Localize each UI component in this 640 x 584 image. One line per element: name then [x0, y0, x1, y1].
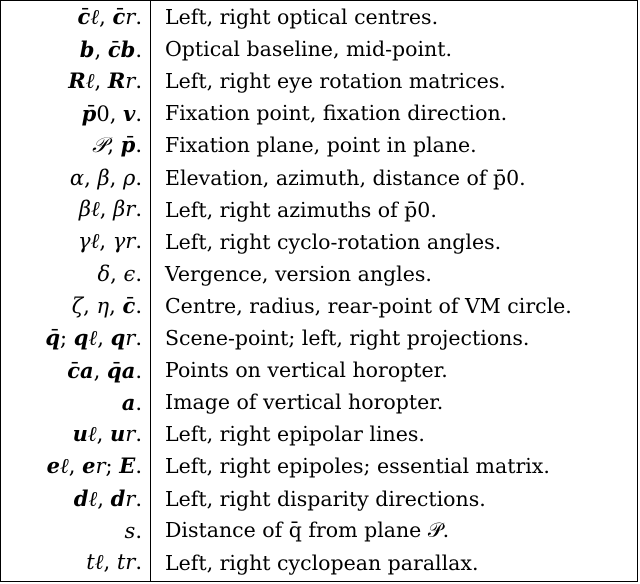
table-row	[1, 1, 637, 33]
symbol-cell: b, cb.	[79, 36, 142, 62]
description-cell: Left, right optical centres.	[165, 5, 439, 29]
symbol-cell: βℓ, βr.	[78, 197, 142, 222]
symbol-cell: δ, ϵ.	[97, 261, 142, 286]
symbol-cell: dℓ, dr.	[73, 485, 142, 511]
symbol-cell: cℓ, cr.	[77, 4, 142, 29]
symbol-cell: α, β, ρ.	[69, 165, 142, 190]
description-cell: Vergence, version angles.	[165, 261, 432, 286]
table-row	[1, 515, 637, 547]
symbol-cell: eℓ, er; E.	[46, 453, 142, 479]
symbol-cell: γℓ, γr.	[78, 229, 142, 254]
symbol-cell: s.	[124, 518, 142, 543]
table-row	[1, 129, 637, 161]
symbol-cell: Rℓ, Rr.	[68, 68, 142, 94]
table-row	[1, 290, 637, 322]
description-cell: Left, right epipoles; essential matrix.	[165, 454, 550, 479]
table-row	[1, 226, 637, 258]
description-cell: Left, right eye rotation matrices.	[165, 69, 506, 94]
description-cell: Distance of q̄ from plane 𝒫.	[165, 518, 450, 543]
description-cell: Points on vertical horopter.	[165, 358, 448, 383]
description-cell: Scene-point; left, right projections.	[165, 326, 530, 350]
symbol-cell: tℓ, tr.	[86, 550, 142, 575]
table-row	[1, 547, 637, 579]
table-row	[1, 418, 637, 450]
description-cell: Image of vertical horopter.	[165, 390, 444, 415]
symbol-cell: 𝒫, p.	[92, 132, 142, 158]
table-row	[1, 162, 637, 194]
symbol-cell: p0, v.	[81, 100, 142, 126]
table-row	[1, 258, 637, 290]
symbol-cell: ca, qa.	[67, 357, 142, 383]
description-cell: Elevation, azimuth, distance of p̄0.	[165, 165, 526, 190]
symbol-cell: ζ, η, c.	[71, 293, 142, 319]
description-cell: Left, right cyclopean parallax.	[165, 550, 479, 575]
symbol-cell: q; qℓ, qr.	[45, 325, 142, 350]
table-row	[1, 386, 637, 418]
description-cell: Left, right epipolar lines.	[165, 422, 425, 447]
table-row	[1, 97, 637, 129]
table-row	[1, 483, 637, 515]
description-cell: Centre, radius, rear-point of VM circle.	[165, 293, 572, 318]
symbol-cell: a.	[121, 389, 142, 415]
table-row	[1, 354, 637, 386]
symbol-cell: uℓ, ur.	[72, 421, 142, 447]
table-row	[1, 450, 637, 482]
description-cell: Fixation plane, point in plane.	[165, 133, 477, 158]
table-row	[1, 33, 637, 65]
description-cell: Optical baseline, mid-point.	[165, 37, 452, 62]
description-cell: Left, right cyclo-rotation angles.	[165, 229, 502, 254]
table-row	[1, 322, 637, 354]
table-row	[1, 194, 637, 226]
description-cell: Left, right azimuths of p̄0.	[165, 197, 437, 222]
description-cell: Fixation point, fixation direction.	[165, 101, 508, 126]
table-row	[1, 65, 637, 97]
description-cell: Left, right disparity directions.	[165, 486, 486, 511]
